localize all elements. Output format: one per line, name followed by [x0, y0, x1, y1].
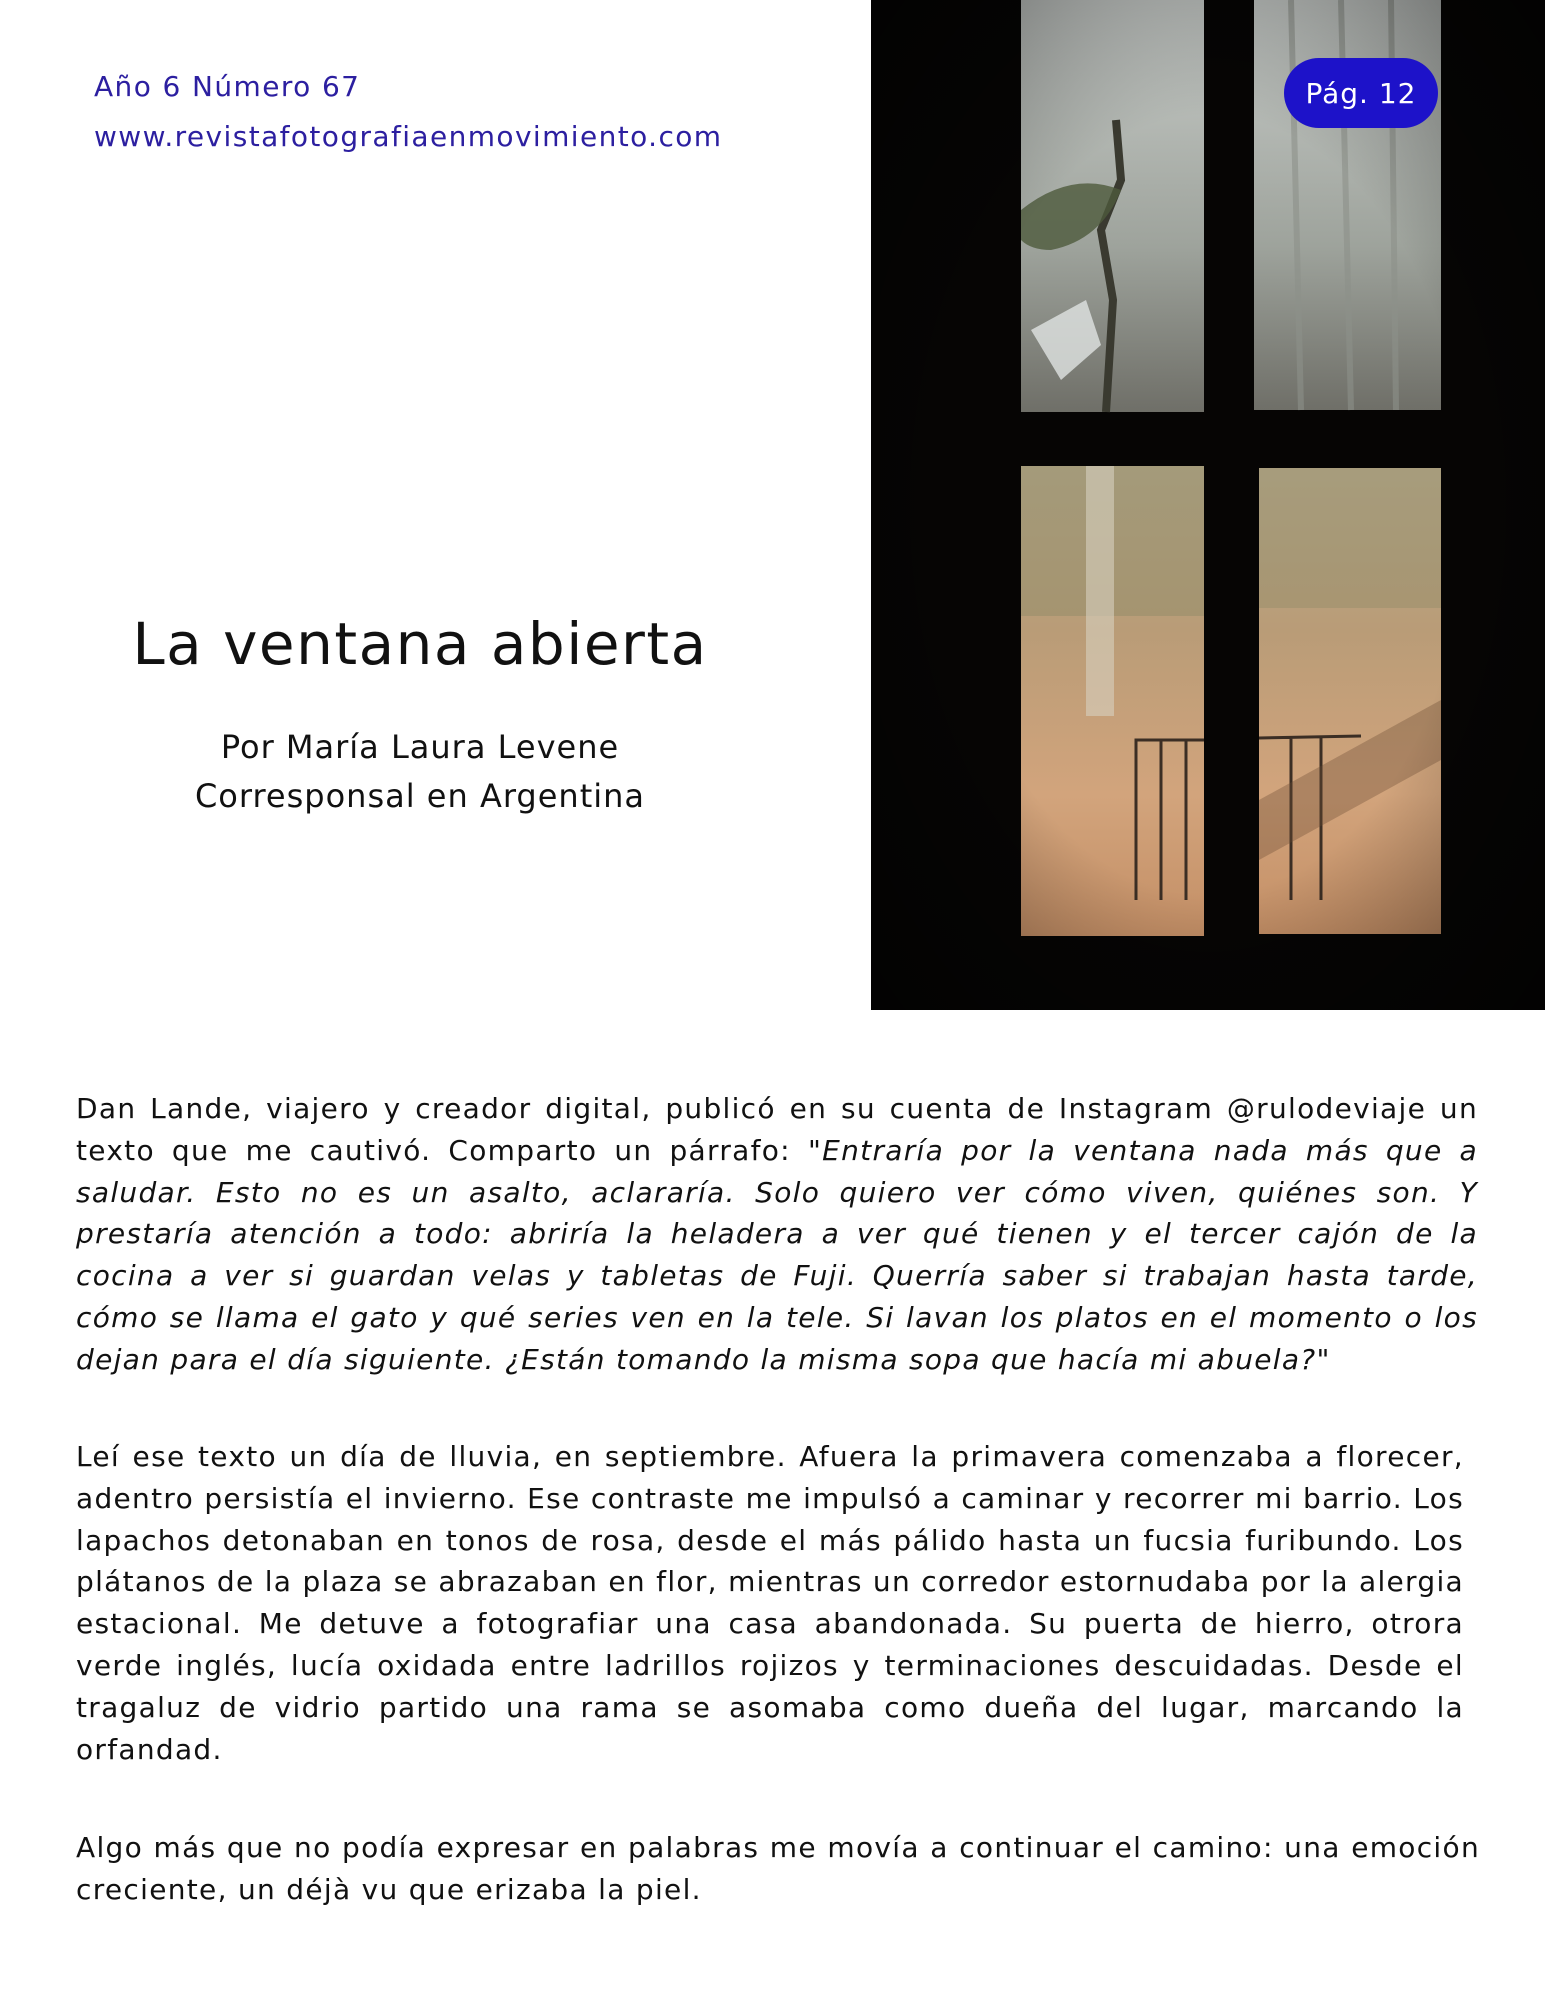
issue-number: Año 6 Número 67: [94, 70, 361, 103]
article-author: Por María Laura Levene: [220, 728, 620, 766]
paragraph-1: [76, 1088, 1478, 1381]
page-number-badge: Pág. 12: [1284, 58, 1438, 128]
paragraph-3: Algo más que no podía expresar en palabras me movía a continuar el camino: una emoción creciente, un déjà vu que erizaba la piel.: [76, 1831, 1480, 1906]
paragraph-1-intro: Dan Lande, viajero y creador digital, publicó en su cuenta de Instagram @rulodeviaje un texto que me cautivó. Comparto un párrafo:: [76, 1092, 1478, 1167]
website-url[interactable]: www.revistafotografiaenmovimiento.com: [94, 120, 723, 153]
window-photo: [871, 0, 1545, 1010]
author-role: Corresponsal en Argentina: [194, 777, 646, 815]
paragraph-2: Leí ese texto un día de lluvia, en septiembre. Afuera la primavera comenzaba a florecer, adentro persistía el invierno. Ese contraste me impulsó a caminar y recorrer mi barrio. Los lapachos detonaban en tonos de rosa, desde el más pálido hasta un fucsia furibundo. Los plátanos de la plaza se abrazaban en flor, mientras un corredor estornudaba por la alergia estacional. Me detuve a fotografiar una casa abandonada. Su puerta de hierro, otrora verde inglés, lucía oxidada entre ladrillos rojizos y terminaciones descuidadas. Desde el tragaluz de vidrio partido una rama se asomaba como dueña del lugar, marcando la orfandad.: [76, 1440, 1464, 1766]
article-title: La ventana abierta: [132, 610, 708, 678]
paragraph-1-quote: "Entraría por la ventana nada más que a saludar. Esto no es un asalto, aclararía. Solo quiero ver cómo viven, quiénes son. Y prestaría atención a todo: abriría la heladera a ver qué tienen y el tercer cajón de la cocina a ver si guardan velas y tabletas de Fuji. Querría saber si trabajan hasta tarde, cómo se llama el gato y qué series ven en la tele. Si lavan los platos en el momento o los dejan para el día siguiente. ¿Están tomando la misma sopa que hacía mi abuela?": [76, 1133, 1478, 1376]
